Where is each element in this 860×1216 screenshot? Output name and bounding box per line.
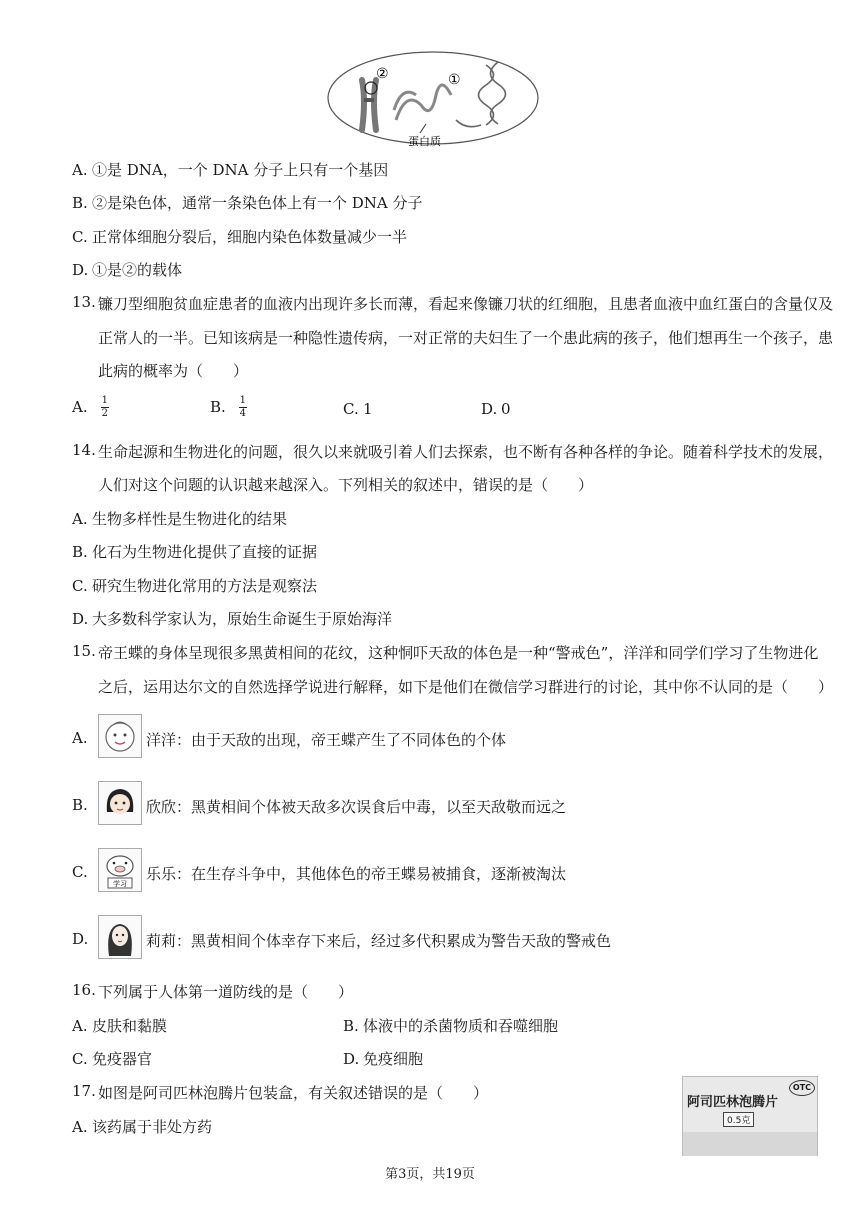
aspirin-box-base (683, 1132, 817, 1156)
q15-stem-line-1: 帝王蝶的身体呈现很多黑黄相间的花纹，这种恫吓天敌的体色是一种“警戒色”，洋洋和同学们学习了生物进化 (98, 644, 819, 662)
avatar-lele-icon (98, 848, 142, 892)
aspirin-box-dose: 0.5克 (723, 1112, 754, 1127)
q13-number: 13. (72, 293, 96, 311)
q16-stem: 下列属于人体第一道防线的是（ ） (98, 983, 354, 1001)
aspirin-box-title: 阿司匹林泡腾片 (687, 1095, 779, 1110)
q16-number: 16. (72, 981, 96, 999)
avatar-lili-icon (98, 915, 142, 959)
q13-option-c: C. 1 (343, 400, 373, 418)
avatar-yangyang-icon (98, 714, 142, 758)
q16-option-c: C. 免疫器官 (72, 1050, 153, 1068)
q12-option-c: C. 正常体细胞分裂后，细胞内染色体数量减少一半 (72, 228, 408, 246)
q16-option-d: D. 免疫细胞 (343, 1050, 424, 1068)
q13-stem-line-3: 此病的概率为（ ） (98, 362, 249, 380)
q13-option-a: A. $\frac{1}{2}$ (72, 395, 108, 419)
dna-chromosome-figure (326, 50, 540, 150)
q13-stem-line-2: 正常人的一半。已知该病是一种隐性遗传病，一对正常的夫妇生了一个患此病的孩子，他们想再生一个孩子，患 (98, 329, 834, 347)
label-1: ① (448, 72, 461, 88)
q15-number: 15. (72, 642, 96, 660)
page-footer: 第3页，共19页 (385, 1167, 475, 1182)
q17-number: 17. (72, 1082, 96, 1100)
q14-option-c: C. 研究生物进化常用的方法是观察法 (72, 577, 318, 595)
q14-stem-line-2: 人们对这个问题的认识越来越深入。下列相关的叙述中，错误的是（ ） (98, 476, 594, 494)
q17-stem: 如图是阿司匹林泡腾片包装盒，有关叙述错误的是（ ） (98, 1084, 489, 1102)
fraction-one-half: $\frac{1}{2}$ (101, 395, 108, 419)
q16-option-b: B. 体液中的杀菌物质和吞噬细胞 (343, 1017, 559, 1035)
q15-option-d-label: D. (72, 930, 89, 948)
q12-option-a: A. ①是 DNA，一个 DNA 分子上只有一个基因 (72, 161, 389, 179)
q15-option-c-label: C. (72, 863, 88, 881)
q16-option-a: A. 皮肤和黏膜 (72, 1017, 168, 1035)
q14-option-a: A. 生物多样性是生物进化的结果 (72, 510, 288, 528)
q17-option-a: A. 该药属于非处方药 (72, 1118, 213, 1136)
q13-stem-line-1: 镰刀型细胞贫血症患者的血液内出现许多长而薄，看起来像镰刀状的红细胞，且患者血液中血红蛋白的含量仅及 (98, 295, 834, 313)
q14-number: 14. (72, 441, 96, 459)
q15-option-d-text: 莉莉：黑黄相间个体幸存下来后，经过多代积累成为警告天敌的警戒色 (146, 932, 612, 950)
q14-option-b: B. 化石为生物进化提供了直接的证据 (72, 543, 318, 561)
q15-option-b-label: B. (72, 796, 88, 814)
q15-option-b-text: 欣欣：黑黄相间个体被天敌多次误食后中毒，以至天敌敬而远之 (146, 798, 567, 816)
q15-option-a-label: A. (72, 729, 88, 747)
q14-option-d: D. 大多数科学家认为，原始生命诞生于原始海洋 (72, 610, 393, 628)
fraction-one-quarter: $\frac{1}{4}$ (239, 395, 246, 419)
q14-stem-line-1: 生命起源和生物进化的问题，很久以来就吸引着人们去探索，也不断有各种各样的争论。随着科学技术的发展， (98, 443, 834, 461)
q15-stem-line-2: 之后，运用达尔文的自然选择学说进行解释，如下是他们在微信学习群进行的讨论，其中你不认同的是（ ） (98, 678, 834, 696)
q13-option-d: D. 0 (481, 400, 511, 418)
label-2: ② (376, 66, 389, 82)
aspirin-box-image (682, 1076, 818, 1156)
q12-option-d: D. ①是②的载体 (72, 261, 183, 279)
protein-label: 蛋白质 (408, 135, 441, 148)
avatar-lele-badge: 学习 (113, 880, 127, 888)
q15-option-c-text: 乐乐：在生存斗争中，其他体色的帝王蝶易被捕食，逐渐被淘汰 (146, 865, 567, 883)
q13-option-b: B. $\frac{1}{4}$ (210, 395, 246, 419)
avatar-xinxin-icon (98, 781, 142, 825)
otc-badge: OTC (789, 1080, 815, 1096)
q12-option-b: B. ②是染色体，通常一条染色体上有一个 DNA 分子 (72, 194, 423, 212)
q15-option-a-text: 洋洋：由于天敌的出现，帝王蝶产生了不同体色的个体 (146, 731, 507, 749)
